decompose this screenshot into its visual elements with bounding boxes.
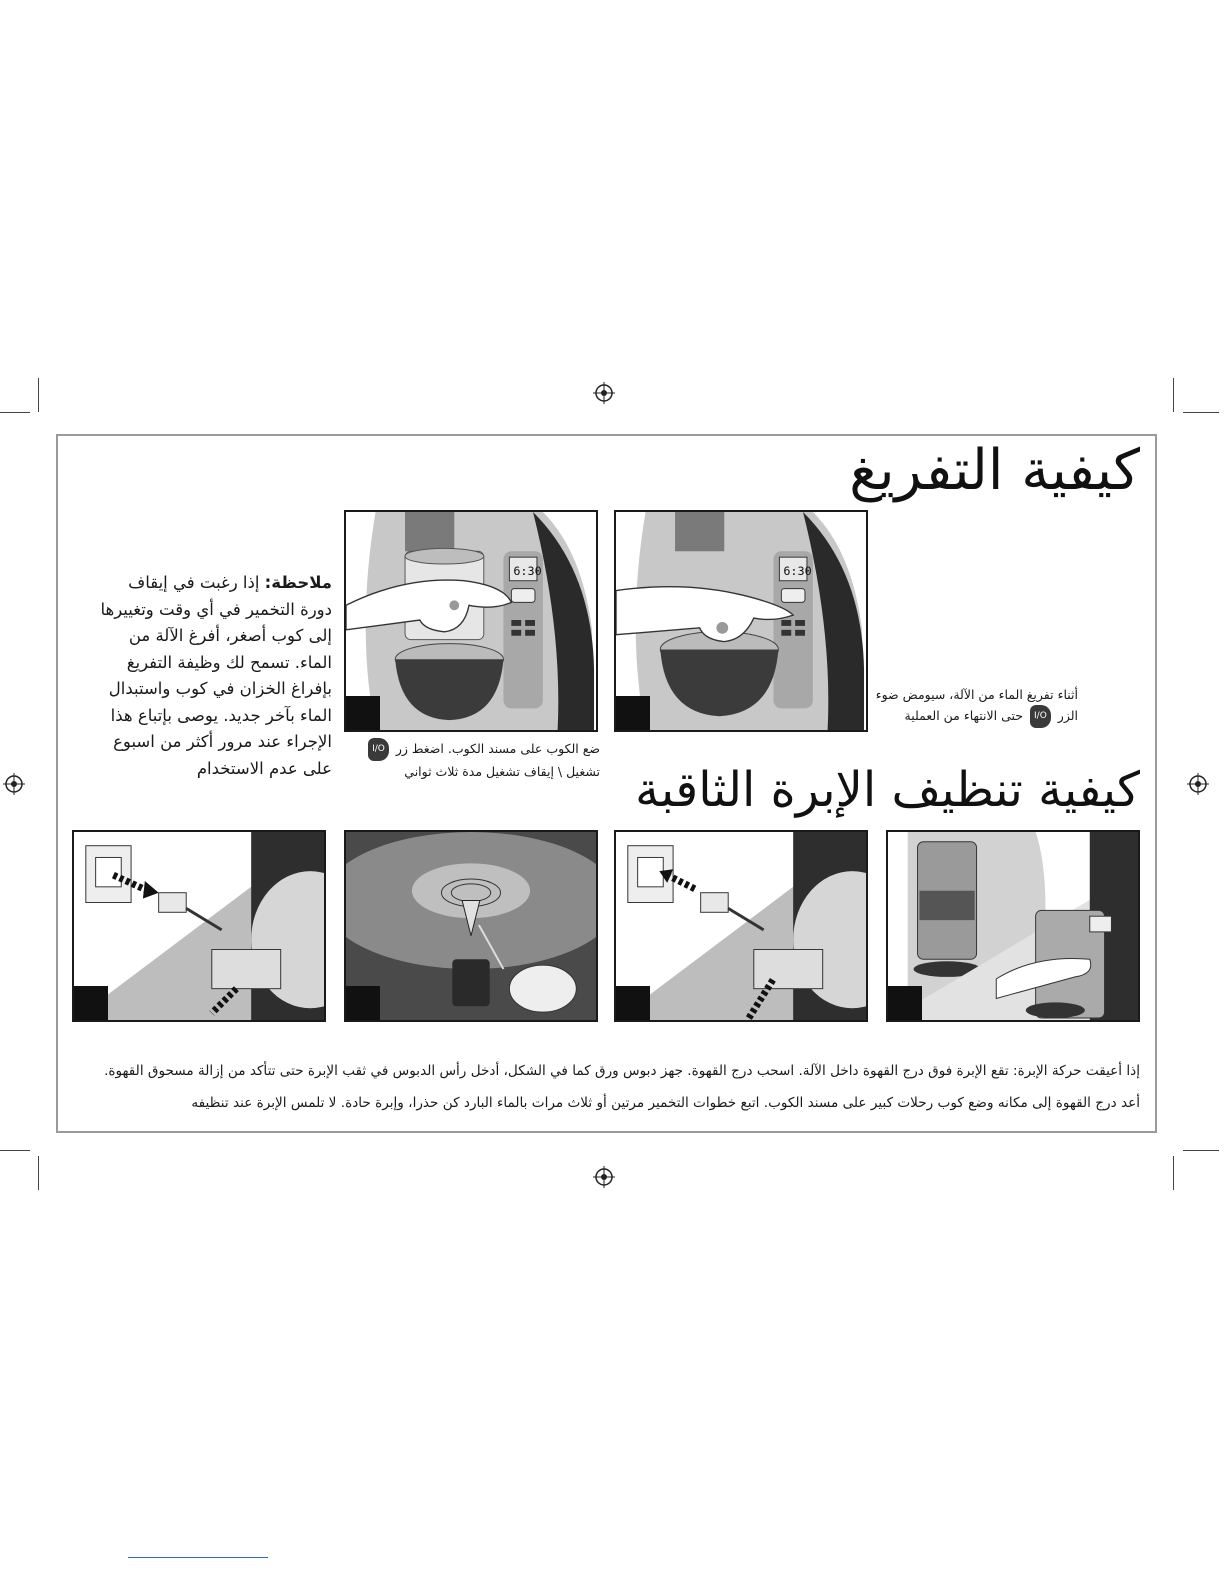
section-title-emptying: كيفية التفريغ (849, 438, 1140, 503)
illustration-clean-needle (344, 830, 598, 1022)
caption-blink-line1: أثناء تفريغ الماء من الآلة، سيومض ضوء (875, 687, 1078, 702)
crop-mark (38, 378, 39, 412)
crop-mark (0, 1150, 30, 1151)
illustration-travel-mug (886, 830, 1140, 1022)
step-marker (346, 696, 380, 730)
illustration-place-cup (344, 510, 598, 732)
crop-mark (1173, 378, 1174, 412)
crop-mark (38, 1156, 39, 1190)
caption-blink-line2a: الزر (1057, 708, 1078, 723)
cleaning-instruction-2: أعد درج القهوة إلى مكانه وضع كوب رحلات كبير على مسند الكوب. اتبع خطوات التخمير مرتين أو ثلاث مرات بالماء البارد كن حذرا، وإبرة حادة. لا تلمس الإبرة عند تنظيفه (191, 1095, 1140, 1111)
power-button-icon: I/O (368, 738, 389, 761)
section-title-cleaning: كيفية تنظيف الإبرة الثاقبة (635, 762, 1140, 818)
step-marker (346, 986, 380, 1020)
registration-mark-icon (593, 382, 615, 404)
crop-mark (0, 412, 30, 413)
crop-mark (1183, 412, 1219, 413)
caption-blink-line2b: حتى الانتهاء من العملية (904, 708, 1024, 723)
note-label: ملاحظة: (264, 573, 332, 592)
step-marker (74, 986, 108, 1020)
power-button-icon: I/O (1030, 705, 1051, 728)
step-marker (616, 986, 650, 1020)
registration-mark-icon (3, 773, 25, 795)
footer-rule (128, 1557, 268, 1558)
caption-place-cup-line2: تشغيل \ إيقاف تشغيل مدة ثلاث ثواني (404, 764, 600, 779)
crop-mark (1183, 1150, 1219, 1151)
caption-blink (870, 684, 1078, 728)
crop-mark (1173, 1156, 1174, 1190)
svg-text:6:30: 6:30 (513, 563, 542, 578)
step-marker (616, 696, 650, 730)
illustration-replug (614, 830, 868, 1022)
cleaning-instruction-1: إذا أعيقت حركة الإبرة: تقع الإبرة فوق درج القهوة داخل الآلة. اسحب درج القهوة. جهز دبوس ورق كما في الشكل، أدخل رأس الدبوس في ثقب الإبرة حتى تتأكد من إزالة مسحوق القهوة. (104, 1063, 1140, 1079)
caption-place-cup-line1: ضع الكوب على مسند الكوب. اضغط زر (395, 741, 600, 756)
illustration-press-button (614, 510, 868, 732)
registration-mark-icon (1187, 773, 1209, 795)
step-marker (888, 986, 922, 1020)
note-paragraph (92, 570, 332, 782)
note-body: إذا رغبت في إيقاف دورة التخمير في أي وقت وتغييرها إلى كوب أصغر، أفرغ الآلة من الماء. تسمح لك وظيفة التفريغ بإفراغ الخزان في كوب واستبدال الماء بآخر جديد. يوصى بإتباع هذا الإجراء عند مرور أكثر من اسبوع على عدم الاستخدام (100, 573, 332, 778)
svg-text:6:30: 6:30 (783, 563, 812, 578)
registration-mark-icon (593, 1166, 615, 1188)
illustration-unplug (72, 830, 326, 1022)
caption-place-cup (344, 738, 600, 782)
